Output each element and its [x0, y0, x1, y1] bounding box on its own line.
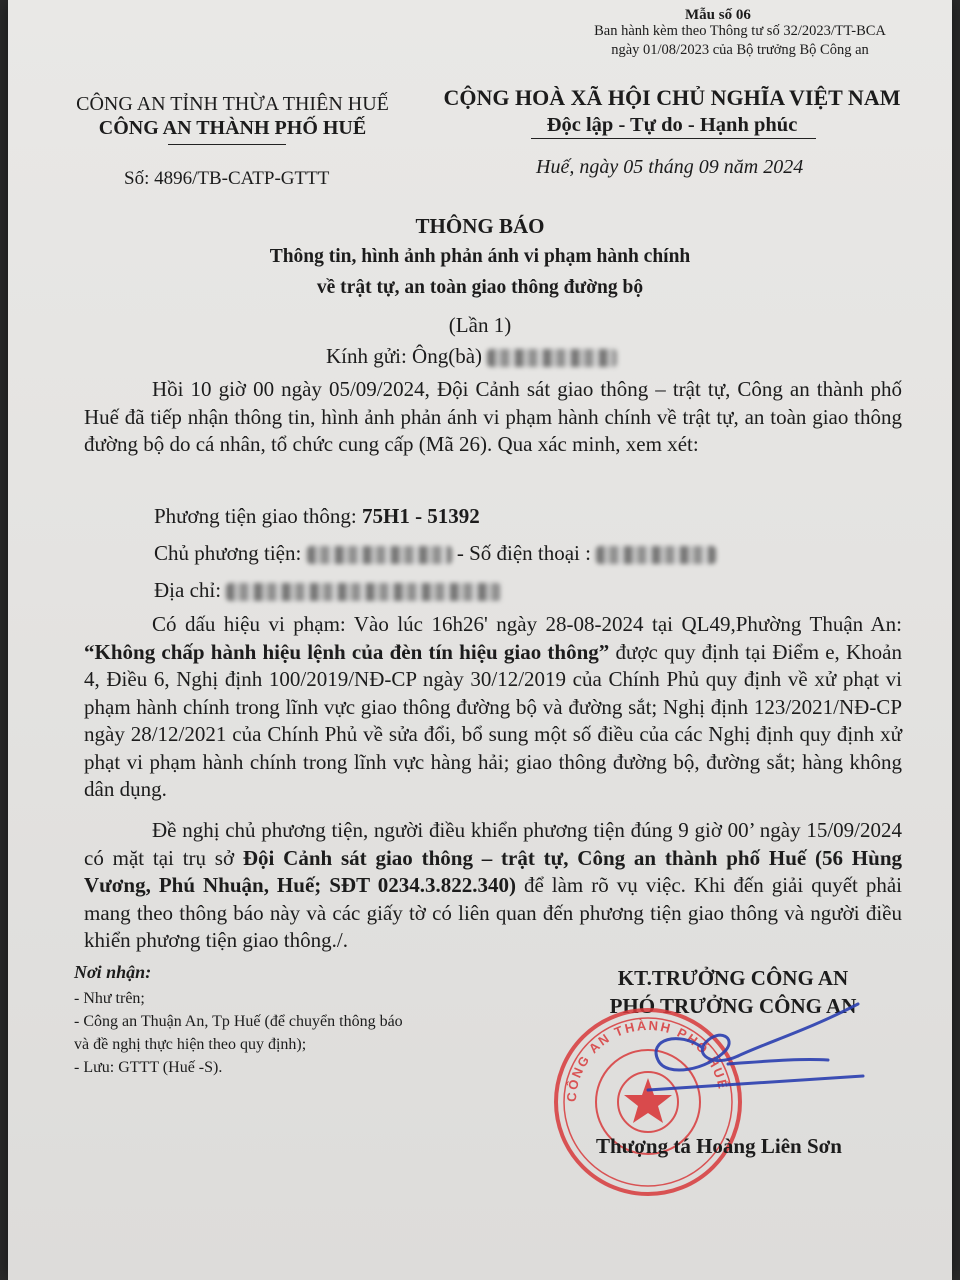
- document-date: Huế, ngày 05 tháng 09 năm 2024: [536, 156, 804, 178]
- notice-round: (Lần 1): [448, 313, 512, 337]
- signer-name: Thượng tá Hoàng Liên Sơn: [596, 1134, 842, 1158]
- signature-role-2: PHÓ TRƯỞNG CÔNG AN: [609, 994, 857, 1018]
- redacted-owner-name: [307, 546, 452, 564]
- document-number: Số: 4896/TB-CATP-GTTT: [124, 168, 330, 189]
- violation-intro: Có dấu hiệu vi phạm: Vào lúc 16h26' ngày 28-08-2024 tại QL49,Phường Thuận An:: [152, 612, 902, 636]
- nation-motto: Độc lập - Tự do - Hạnh phúc: [546, 114, 798, 136]
- handwritten-signature: [608, 990, 908, 1130]
- owner-label: Chủ phương tiện:: [154, 541, 307, 565]
- recipient-item: - Như trên;: [74, 990, 145, 1007]
- document-title: THÔNG BÁO: [415, 214, 545, 238]
- nation-name: CỘNG HOÀ XÃ HỘI CHỦ NGHĨA VIỆT NAM: [443, 85, 901, 110]
- document-subtitle-1: Thông tin, hình ảnh phản ánh vi phạm hành chính: [269, 246, 691, 267]
- phone-label: - Số điện thoại :: [456, 541, 597, 565]
- seal-text: CÔNG AN THÀNH PHỐ HUẾ: [563, 1017, 732, 1103]
- violation-legal-basis: được quy định tại Điểm e, Khoản 4, Điều 6, Nghị định 100/2019/NĐ-CP ngày 30/12/2019 của Chính Phủ quy định về xử phạt vi phạm hành chính trong lĩnh vực giao thông đường bộ và đường sắt; Nghị định 123/2021/NĐ-CP ngày 28/12/2021 của Chính Phủ về sửa đổi, bổ sung một số điều của các Nghị định quy định xử phạt vi phạm hành chính trong lĩnh vực hàng hải; giao thông đường bộ, đường sắt; hàng không dân dụng.: [84, 639, 902, 801]
- redacted-address: [226, 583, 501, 601]
- request-place: Đội Cảnh sát giao thông – trật tự, Công an thành phố Huế (56 Hùng Vương, Phú Nhuận, Huế; SĐT 0234.3.822.340): [84, 845, 902, 897]
- vehicle-line: [154, 503, 480, 530]
- owner-line: [154, 540, 716, 567]
- recipients-list: [74, 987, 403, 1079]
- document-subtitle-2: về trật tự, an toàn giao thông đường bộ: [316, 277, 644, 298]
- request-intro: Đề nghị chủ phương tiện, người điều khiển phương tiện đúng 9 giờ 00’ ngày 15/09/2024 có mặt tại trụ sở: [84, 818, 902, 870]
- agency-block: [60, 92, 405, 141]
- agency-underline: [168, 144, 286, 145]
- vehicle-label: Phương tiện giao thông:: [154, 504, 362, 528]
- address-label: Địa chỉ:: [154, 578, 227, 602]
- request-paragraph: [84, 817, 902, 955]
- form-line-2: ngày 01/08/2023 của Bộ trưởng Bộ Công an: [611, 42, 869, 58]
- violation-paragraph: [84, 611, 902, 804]
- motto-underline: [531, 138, 816, 139]
- recipient-line: [326, 344, 617, 369]
- intro-paragraph: [84, 376, 902, 459]
- recipient-item: và đề nghị thực hiện theo quy định);: [74, 1036, 307, 1053]
- nation-block: [436, 84, 908, 139]
- signature-role-1: KT.TRƯỞNG CÔNG AN: [617, 966, 849, 990]
- request-rest: để làm rõ vụ việc. Khi đến giải quyết phải mang theo thông báo này và các giấy tờ có liên quan đến phương tiện giao thông và người điều khiển phương tiện giao thông./.: [84, 873, 902, 952]
- form-line-1: Ban hành kèm theo Thông tư số 32/2023/TT-BCA: [594, 23, 886, 39]
- address-line: [154, 577, 501, 604]
- agency-parent: CÔNG AN TỈNH THỪA THIÊN HUẾ: [76, 93, 389, 115]
- form-legal-basis: [540, 22, 940, 60]
- recipients-title: Nơi nhận:: [74, 962, 152, 982]
- license-plate: 75H1 - 51392: [361, 504, 480, 528]
- recipient-label: Kính gửi: Ông(bà): [326, 344, 483, 368]
- form-number: Mẫu số 06: [685, 7, 751, 23]
- redacted-recipient-name: [487, 349, 617, 367]
- agency-name: CÔNG AN THÀNH PHỐ HUẾ: [98, 117, 367, 139]
- recipient-item: - Công an Thuận An, Tp Huế (để chuyển thông báo: [74, 1013, 403, 1030]
- document-page: [8, 0, 952, 1280]
- recipient-item: - Lưu: GTTT (Huế -S).: [74, 1059, 223, 1076]
- redacted-phone: [596, 546, 716, 564]
- intro-text: Hồi 10 giờ 00 ngày 05/09/2024, Đội Cảnh sát giao thông – trật tự, Công an thành phố Huế đã tiếp nhận thông tin, hình ảnh phản ánh vi phạm hành chính về trật tự, an toàn giao thông đường bộ do cá nhân, tổ chức cung cấp (Mã 26). Qua xác minh, xem xét:: [84, 377, 902, 456]
- violation-quote: “Không chấp hành hiệu lệnh của đèn tín hiệu giao thông”: [84, 639, 610, 664]
